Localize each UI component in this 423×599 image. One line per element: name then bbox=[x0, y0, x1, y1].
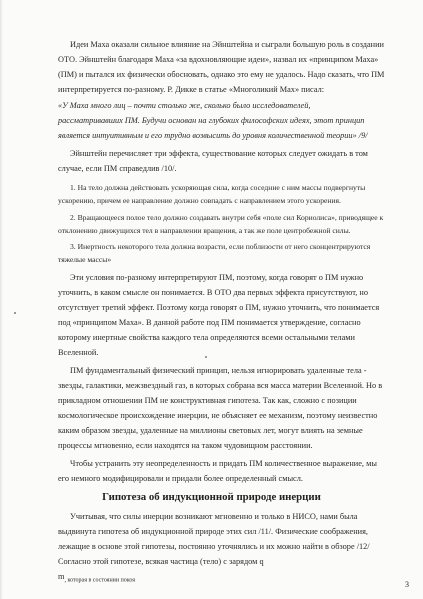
page-number: 3 bbox=[405, 580, 409, 589]
paragraph-line: отсутствует третий эффект. Поэтому когда говорят о ПМ, нужно уточнить, что понимается bbox=[58, 303, 380, 312]
section-heading: Гипотеза об индукционной природе инерции bbox=[102, 491, 321, 503]
list-item-line: 2. Вращающееся полое тело должно создавать внутри себя «поле сил Кориолиса», приводящее к bbox=[70, 213, 384, 222]
paragraph-line: ОТО. Эйнштейн благодаря Маха «за вдохновляющие идеи», назвал их «принципом Маха» bbox=[58, 55, 379, 64]
paragraph-line: под «принципом Маха». В данной работе под ПМ понимается утверждение, согласно bbox=[58, 318, 361, 327]
list-item-line: отклонению движущихся тел в направлении вращения, а так же поле центробежной силы. bbox=[58, 226, 351, 235]
paragraph-line: (ПМ) и пытался их физически обосновать, однако это ему не удалось. Надо сказать, что ПМ bbox=[58, 70, 385, 79]
list-item-line: ускорению, причем ее направление должно совпадать с направлением этого ускорения. bbox=[58, 196, 341, 205]
paragraph-line: его немного модифицировали и придали более определенный смысл. bbox=[58, 474, 303, 483]
paragraph-line: каким образом звезды, удаленные на миллионы световых лет, могут влиять на земные bbox=[58, 426, 363, 435]
paragraph-line: процессы мгновенно, если находятся на таком чудовищном расстоянии. bbox=[58, 441, 313, 450]
paragraph-line: Идеи Маха оказали сильное влияние на Эйнштейна и сыграли большую роль в создании bbox=[70, 40, 385, 49]
paragraph-line: которому инертные свойства каждого тела определяются всеми остальными телами bbox=[58, 333, 355, 342]
charge-subscript: , которая в состоянии покоя bbox=[64, 577, 136, 584]
paragraph-line: Вселенной. bbox=[58, 348, 99, 357]
paragraph-line bbox=[58, 572, 135, 586]
quote-line: является интуитивным и его трудно возвысить до уровня количественной теории» /9/ bbox=[58, 131, 368, 140]
paragraph-line: интерпретируется по-разному. Р. Дикке в статье «Многоликий Мах» писал: bbox=[58, 85, 325, 94]
paragraph-line: прикладном отношении ПМ не конструктивная гипотеза. Так как, сложно с позиции bbox=[58, 396, 357, 405]
scan-speck bbox=[205, 356, 207, 358]
paragraph-line: Чтобы устранить эту неопределенность и придать ПМ количественное выражение, мы bbox=[70, 459, 377, 468]
paragraph-line: лежащие в основе этой гипотезы, постоянно уточнялись и их можно найти в обзоре /12/ bbox=[58, 542, 370, 551]
paragraph-line: Эйнштейн перечисляет три эффекта, существование которых следует ожидать в том bbox=[70, 149, 368, 158]
scan-speck bbox=[14, 312, 16, 314]
paragraph-line: Согласно этой гипотезе, всякая частица (тело) с зарядом q bbox=[58, 557, 264, 566]
paragraph-line: выдвинута гипотеза об индукционной природе этих сил /11/. Физические соображения, bbox=[58, 527, 368, 536]
paragraph-line: Эти условия по-разному интерпретируют ПМ, поэтому, когда говорят о ПМ нужно bbox=[70, 273, 364, 282]
scan-edge bbox=[0, 0, 3, 599]
paragraph-line: ПМ фундаментальный физический принцип, нельзя игнорировать удаленные тела - bbox=[70, 366, 367, 375]
paragraph-line: уточнить, в каком смысле он понимается. В ОТО два первых эффекта присутствуют, но bbox=[58, 288, 368, 297]
paragraph-line: Учитывая, что силы инерции возникают мгновенно и только в НИСО, нами была bbox=[70, 512, 358, 521]
list-item-line: тяжелые массы» bbox=[58, 255, 112, 264]
quote-line: «У Маха много лиц – почти столько же, сколько было исследователей, bbox=[58, 101, 311, 110]
quote-line: рассматривавших ПМ. Будучи основан на глубоких философских идеях, этот принцип bbox=[58, 116, 365, 125]
list-item-line: 3. Инертность некоторого тела должна возрасти, если поблизости от него сконцентрируются bbox=[70, 242, 371, 251]
charge-text: m bbox=[58, 572, 65, 581]
paragraph-line: звезды, галактики, межзвездный газ, в которых собрана вся масса материи Вселенной. Но в bbox=[58, 381, 383, 390]
paragraph-line: космологическое происхождение инерции, не объясняет ее механизм, поэтому неизвестно bbox=[58, 411, 378, 420]
list-item-line: 1. На тело должна действовать ускоряющая сила, когда соседние с ним массы подвергнуты bbox=[70, 183, 366, 192]
paragraph-line: случае, если ПМ справедлив /10/. bbox=[58, 164, 177, 173]
